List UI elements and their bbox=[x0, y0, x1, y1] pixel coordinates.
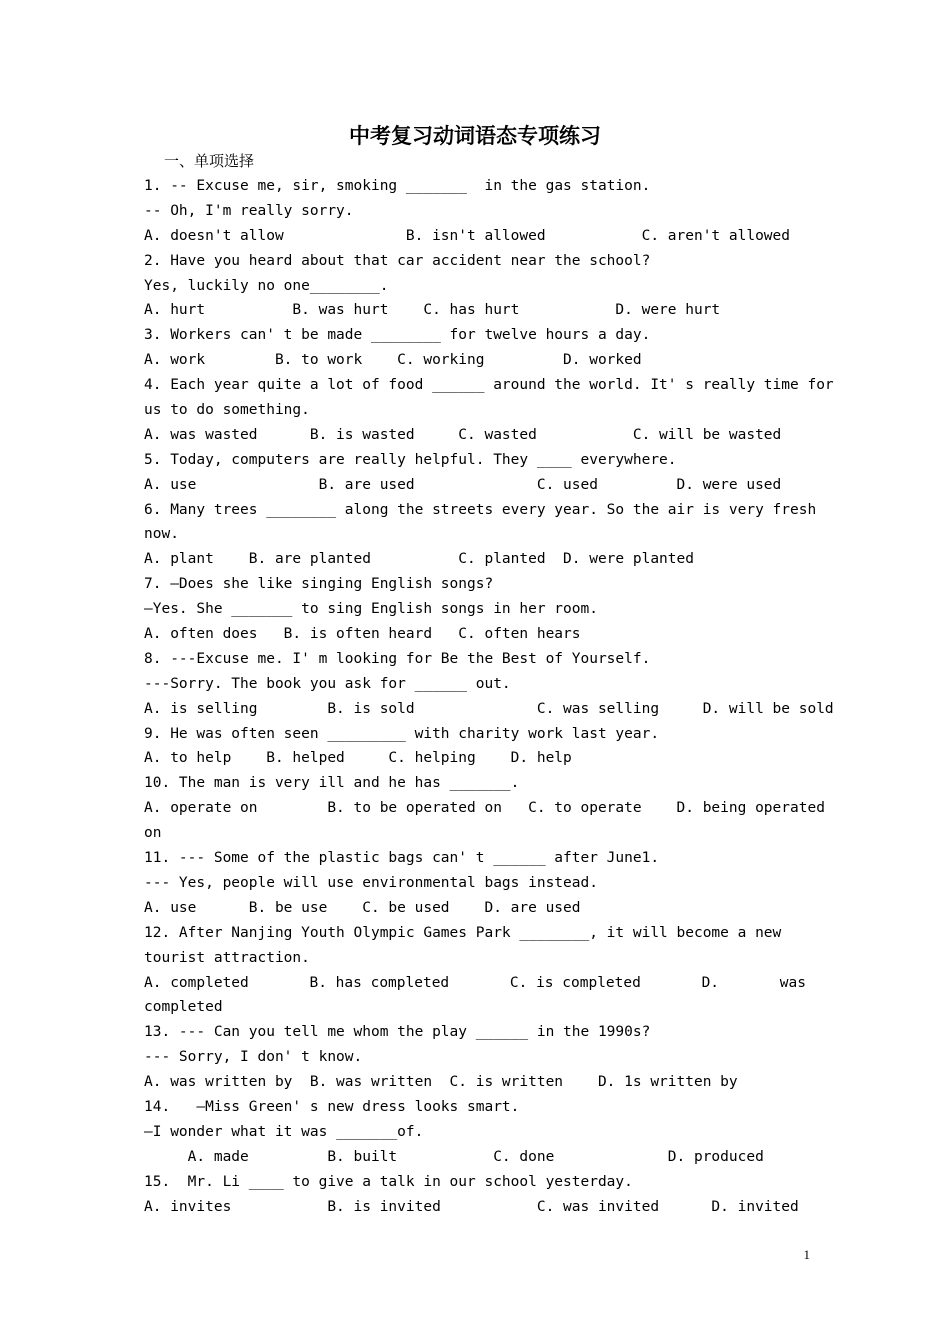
line-text: A. work B. to work C. working D. worked bbox=[144, 352, 642, 369]
option-text: A. completed bbox=[144, 974, 249, 991]
text-line bbox=[144, 1145, 806, 1170]
answer-blank: _______ bbox=[336, 1123, 398, 1140]
line-text: 9. He was often seen _________ with charity work last year. bbox=[144, 725, 660, 742]
option-text: D. bbox=[701, 974, 720, 991]
text-line bbox=[144, 946, 806, 971]
line-text: 4. Each year quite a lot of food ______ around the world. It' s really time for bbox=[144, 377, 834, 394]
line-text: ---Sorry. The book you ask for ______ out. bbox=[144, 675, 511, 692]
text-line bbox=[144, 1045, 806, 1070]
text-line bbox=[144, 597, 806, 622]
line-text: tourist attraction. bbox=[144, 949, 310, 966]
text-line bbox=[144, 224, 806, 249]
text-line bbox=[144, 448, 806, 473]
text-line bbox=[144, 771, 806, 796]
text-line bbox=[144, 1170, 806, 1195]
line-text: A. invites B. is invited C. was invited D. invited bbox=[144, 1198, 799, 1215]
text-line bbox=[144, 323, 806, 348]
text-line bbox=[144, 821, 806, 846]
line-text: 12. After Nanjing Youth Olympic Games Park ________, it will become a new bbox=[144, 924, 782, 941]
line-text: —Yes. She _______ to sing English songs in her room. bbox=[144, 601, 598, 618]
line-text: 2. Have you heard about that car accident near the school? bbox=[144, 252, 651, 269]
text-line bbox=[144, 672, 806, 697]
line-text: 13. --- Can you tell me whom the play ______ in the 1990s? bbox=[144, 1024, 651, 1041]
line-text: A. was wasted B. is wasted C. wasted C. will be wasted bbox=[144, 426, 782, 443]
text-line bbox=[144, 274, 806, 299]
text-line bbox=[144, 249, 806, 274]
line-text: A. made B. built C. done D. produced bbox=[144, 1148, 764, 1165]
line-text: 6. Many trees ________ along the streets every year. So the air is very fresh bbox=[144, 501, 817, 518]
line-text: A. operate on B. to be operated on C. to operate D. being operated bbox=[144, 800, 825, 817]
text-line bbox=[144, 298, 806, 323]
text-line bbox=[144, 622, 806, 647]
text-line bbox=[144, 746, 806, 771]
text-line bbox=[144, 846, 806, 871]
line-text: A. hurt B. was hurt C. has hurt D. were hurt bbox=[144, 302, 721, 319]
option-text: C. is completed bbox=[509, 974, 641, 991]
line-text: 5. Today, computers are really helpful. They ____ everywhere. bbox=[144, 451, 677, 468]
text-line bbox=[144, 199, 806, 224]
line-text: 11. --- Some of the plastic bags can' t ______ after June1. bbox=[144, 850, 660, 867]
option-text: was bbox=[779, 974, 806, 991]
line-text: 3. Workers can' t be made ________ for twelve hours a day. bbox=[144, 327, 651, 344]
line-text: --- Sorry, I don' t know. bbox=[144, 1049, 363, 1066]
page-number: 1 bbox=[803, 1247, 810, 1262]
line-text: A. is selling B. is sold C. was selling D. will be sold bbox=[144, 700, 834, 717]
text-line bbox=[144, 896, 806, 921]
text-line bbox=[144, 1070, 806, 1095]
line-text: A. was written by B. was written C. is written D. 1s written by bbox=[144, 1074, 738, 1091]
text-line bbox=[144, 647, 806, 672]
line-text: 8. ---Excuse me. I' m looking for Be the Best of Yourself. bbox=[144, 650, 651, 667]
text-line bbox=[144, 423, 806, 448]
text-line bbox=[144, 398, 806, 423]
line-text: A. to help B. helped C. helping D. help bbox=[144, 750, 572, 767]
text-line bbox=[144, 871, 806, 896]
text-line bbox=[144, 995, 806, 1020]
line-text: A. often does B. is often heard C. often hears bbox=[144, 626, 581, 643]
text-line bbox=[144, 174, 806, 199]
option-text: B. has completed bbox=[309, 974, 450, 991]
text-line bbox=[144, 1195, 806, 1220]
line-text-after: in the gas station. bbox=[467, 178, 651, 194]
line-text: Yes, luckily no one________. bbox=[144, 277, 389, 294]
line-text: 7. —Does she like singing English songs? bbox=[144, 576, 494, 593]
line-text: A. use B. be use C. be used D. are used bbox=[144, 899, 581, 916]
line-text-after: of. bbox=[397, 1123, 424, 1140]
exercise-body bbox=[144, 174, 834, 1219]
text-line bbox=[144, 348, 806, 373]
text-line bbox=[144, 1020, 806, 1045]
line-text: 1. -- Excuse me, sir, smoking bbox=[144, 178, 406, 194]
line-text: -- Oh, I'm really sorry. bbox=[144, 202, 354, 219]
line-text: completed bbox=[144, 999, 223, 1016]
answer-blank: _______ bbox=[405, 178, 468, 194]
line-text: 10. The man is very ill and he has _______. bbox=[144, 775, 520, 792]
line-text: A. doesn't allow B. isn't allowed C. aren't allowed bbox=[144, 227, 791, 244]
text-line bbox=[144, 473, 806, 498]
document-title: 中考复习动词语态专项练习 bbox=[349, 123, 601, 148]
line-text: —I wonder what it was bbox=[144, 1123, 337, 1140]
text-line bbox=[144, 373, 834, 398]
line-text: A. use B. are used C. used D. were used bbox=[144, 476, 782, 493]
line-text: 15. Mr. Li ____ to give a talk in our school yesterday. bbox=[144, 1173, 633, 1190]
section-heading: 一、单项选择 bbox=[164, 152, 255, 170]
line-text: A. plant B. are planted C. planted D. were planted bbox=[144, 551, 694, 568]
text-line bbox=[144, 971, 806, 996]
line-text: --- Yes, people will use environmental bags instead. bbox=[144, 874, 598, 891]
text-line bbox=[144, 572, 806, 597]
text-line bbox=[144, 1095, 806, 1120]
text-line bbox=[144, 722, 806, 747]
text-line bbox=[144, 921, 806, 946]
text-line bbox=[144, 522, 806, 547]
text-line bbox=[144, 796, 825, 821]
line-text: 14. —Miss Green' s new dress looks smart. bbox=[144, 1098, 520, 1115]
line-text: now. bbox=[144, 526, 179, 543]
line-text: us to do something. bbox=[144, 402, 310, 419]
text-line bbox=[144, 697, 834, 722]
line-text: on bbox=[144, 825, 162, 842]
text-line bbox=[144, 1120, 806, 1145]
text-line bbox=[144, 498, 817, 523]
text-line bbox=[144, 547, 806, 572]
